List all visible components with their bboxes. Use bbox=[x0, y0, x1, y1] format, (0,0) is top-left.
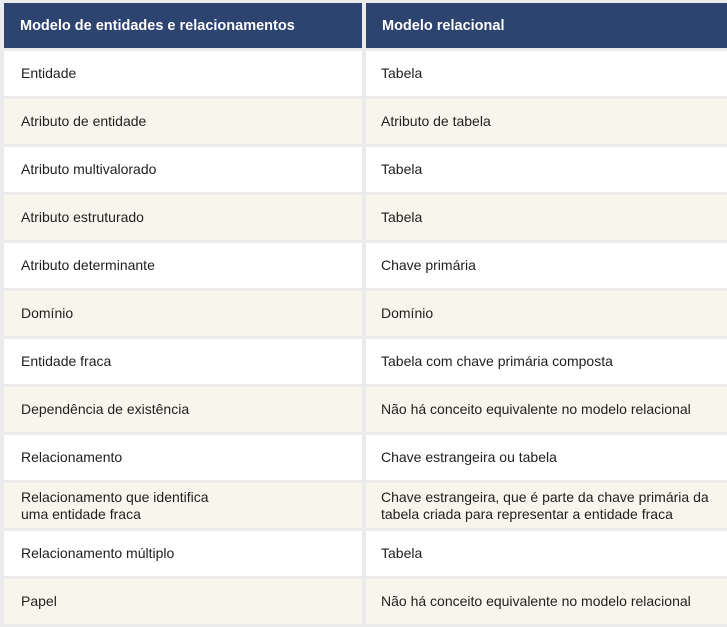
row-left-cell: Entidade bbox=[4, 51, 362, 96]
row-right-cell: Chave estrangeira, que é parte da chave primária da tabela criada para representar a entidade fraca bbox=[366, 483, 727, 528]
row-left-cell: Papel bbox=[4, 579, 362, 624]
row-left-cell: Entidade fraca bbox=[4, 339, 362, 384]
row-right-cell: Atributo de tabela bbox=[366, 99, 727, 144]
row-right-cell: Chave primária bbox=[366, 243, 727, 288]
row-right-cell: Tabela bbox=[366, 147, 727, 192]
row-left-cell: Relacionamento bbox=[4, 435, 362, 480]
header-right: Modelo relacional bbox=[366, 3, 727, 48]
row-right-cell: Não há conceito equivalente no modelo relacional bbox=[366, 387, 727, 432]
row-right-cell: Tabela bbox=[366, 51, 727, 96]
row-right-cell: Chave estrangeira ou tabela bbox=[366, 435, 727, 480]
row-right-cell: Domínio bbox=[366, 291, 727, 336]
row-right-cell: Tabela com chave primária composta bbox=[366, 339, 727, 384]
row-left-cell: Relacionamento que identifica uma entidade fraca bbox=[4, 483, 362, 528]
row-right-cell: Não há conceito equivalente no modelo relacional bbox=[366, 579, 727, 624]
row-left-cell: Dependência de existência bbox=[4, 387, 362, 432]
row-left-cell: Atributo determinante bbox=[4, 243, 362, 288]
row-left-cell: Atributo de entidade bbox=[4, 99, 362, 144]
row-left-cell: Domínio bbox=[4, 291, 362, 336]
header-left: Modelo de entidades e relacionamentos bbox=[4, 3, 362, 48]
row-left-cell: Relacionamento múltiplo bbox=[4, 531, 362, 576]
row-left-cell: Atributo estruturado bbox=[4, 195, 362, 240]
row-right-cell: Tabela bbox=[366, 195, 727, 240]
row-right-cell: Tabela bbox=[366, 531, 727, 576]
row-left-cell: Atributo multivalorado bbox=[4, 147, 362, 192]
